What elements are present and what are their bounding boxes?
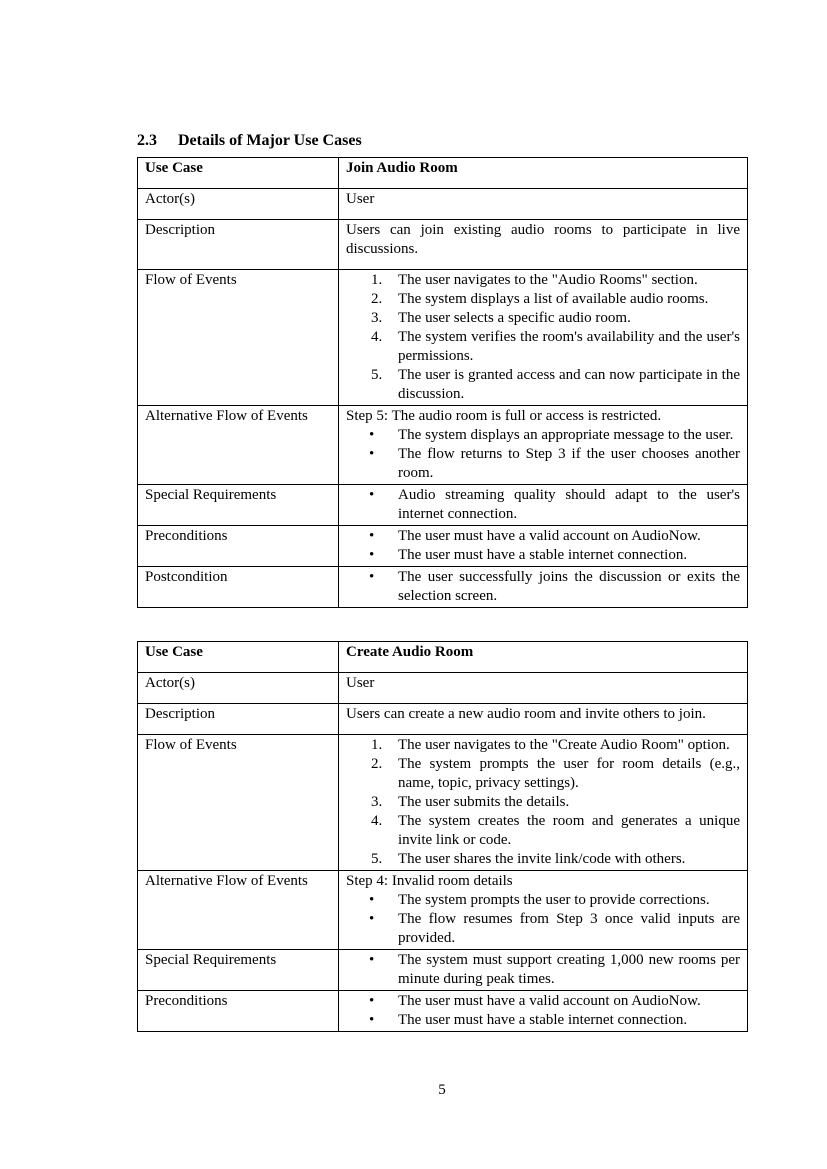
row-value <box>339 991 748 1032</box>
row-use-case <box>138 642 748 673</box>
row-description <box>138 704 748 735</box>
bullet-list <box>346 527 740 565</box>
list-item: • The user must have a stable internet connection. <box>398 546 740 565</box>
flow-steps-list <box>346 736 740 869</box>
list-item: • The user must have a valid account on AudioNow. <box>398 992 740 1011</box>
row-label: Actor(s) <box>138 673 339 704</box>
step-text: Invalid room details <box>391 873 513 889</box>
row-value: User <box>339 673 748 704</box>
list-item: The system verifies the room's availability and the user's permissions. <box>398 329 740 364</box>
list-item: • The user must have a stable internet connection. <box>398 1011 740 1030</box>
row-special-requirements <box>138 950 748 991</box>
row-label: Use Case <box>138 642 339 673</box>
row-label: Flow of Events <box>138 270 339 406</box>
row-value: Users can create a new audio room and invite others to join. <box>339 704 748 735</box>
list-item: The user submits the details. <box>398 794 570 810</box>
section-heading <box>137 130 362 151</box>
list-item: The user is granted access and can now participate in the discussion. <box>398 367 740 402</box>
use-case-table-join-audio-room <box>137 157 748 608</box>
list-item: • The system displays an appropriate message to the user. <box>398 426 740 445</box>
row-value <box>339 270 748 406</box>
row-value: Join Audio Room <box>339 158 748 189</box>
row-description <box>138 220 748 270</box>
row-preconditions <box>138 991 748 1032</box>
row-value: Users can join existing audio rooms to participate in live discussions. <box>339 220 748 270</box>
row-label: Special Requirements <box>138 950 339 991</box>
row-flow-of-events <box>138 270 748 406</box>
list-item: The user selects a specific audio room. <box>398 310 631 326</box>
list-item: The user navigates to the "Create Audio Room" option. <box>398 737 730 753</box>
list-item: The system prompts the user for room details (e.g., name, topic, privacy settings). <box>398 756 740 791</box>
list-item: The system creates the room and generates a unique invite link or code. <box>398 813 740 848</box>
step-label: Step 5: <box>346 408 389 424</box>
list-item: • The system prompts the user to provide corrections. <box>398 891 740 910</box>
row-special-requirements <box>138 485 748 526</box>
row-label: Actor(s) <box>138 189 339 220</box>
list-item: • Audio streaming quality should adapt to the user's internet connection. <box>398 486 740 524</box>
row-value: User <box>339 189 748 220</box>
flow-steps-list <box>346 271 740 404</box>
list-item: The system displays a list of available audio rooms. <box>398 291 709 307</box>
row-preconditions <box>138 526 748 567</box>
row-value <box>339 735 748 871</box>
page-number: 5 <box>438 1082 446 1098</box>
alt-flow-step <box>346 407 740 426</box>
row-actors <box>138 673 748 704</box>
list-item: • The system must support creating 1,000 new rooms per minute during peak times. <box>398 951 740 989</box>
list-item: The user navigates to the "Audio Rooms" section. <box>398 272 698 288</box>
row-label: Preconditions <box>138 991 339 1032</box>
list-item: • The user must have a valid account on AudioNow. <box>398 527 740 546</box>
list-item: • The flow resumes from Step 3 once valid inputs are provided. <box>398 910 740 948</box>
row-label: Description <box>138 704 339 735</box>
section-title: Details of Major Use Cases <box>178 132 362 150</box>
bullet-list <box>346 568 740 606</box>
bullet-list <box>346 992 740 1030</box>
bullet-list <box>346 426 740 483</box>
section-number: 2.3 <box>137 132 157 150</box>
row-actors <box>138 189 748 220</box>
row-alternative-flow <box>138 406 748 485</box>
row-label: Use Case <box>138 158 339 189</box>
row-value: Create Audio Room <box>339 642 748 673</box>
row-flow-of-events <box>138 735 748 871</box>
row-alternative-flow <box>138 871 748 950</box>
row-label: Flow of Events <box>138 735 339 871</box>
row-label: Alternative Flow of Events <box>138 406 339 485</box>
bullet-list <box>346 891 740 948</box>
step-label: Step 4: <box>346 873 389 889</box>
row-postcondition <box>138 567 748 608</box>
list-item: The user shares the invite link/code with others. <box>398 851 686 867</box>
list-item: • The flow returns to Step 3 if the user chooses another room. <box>398 445 740 483</box>
row-value <box>339 950 748 991</box>
row-value <box>339 406 748 485</box>
use-case-table-create-audio-room <box>137 641 748 1032</box>
row-value <box>339 526 748 567</box>
row-label: Special Requirements <box>138 485 339 526</box>
row-value <box>339 485 748 526</box>
bullet-list <box>346 486 740 524</box>
bullet-list <box>346 951 740 989</box>
row-label: Description <box>138 220 339 270</box>
row-value <box>339 871 748 950</box>
row-use-case <box>138 158 748 189</box>
alt-flow-step <box>346 872 740 891</box>
row-value <box>339 567 748 608</box>
row-label: Postcondition <box>138 567 339 608</box>
row-label: Alternative Flow of Events <box>138 871 339 950</box>
row-label: Preconditions <box>138 526 339 567</box>
step-text: The audio room is full or access is restricted. <box>391 408 662 424</box>
list-item: • The user successfully joins the discussion or exits the selection screen. <box>398 568 740 606</box>
